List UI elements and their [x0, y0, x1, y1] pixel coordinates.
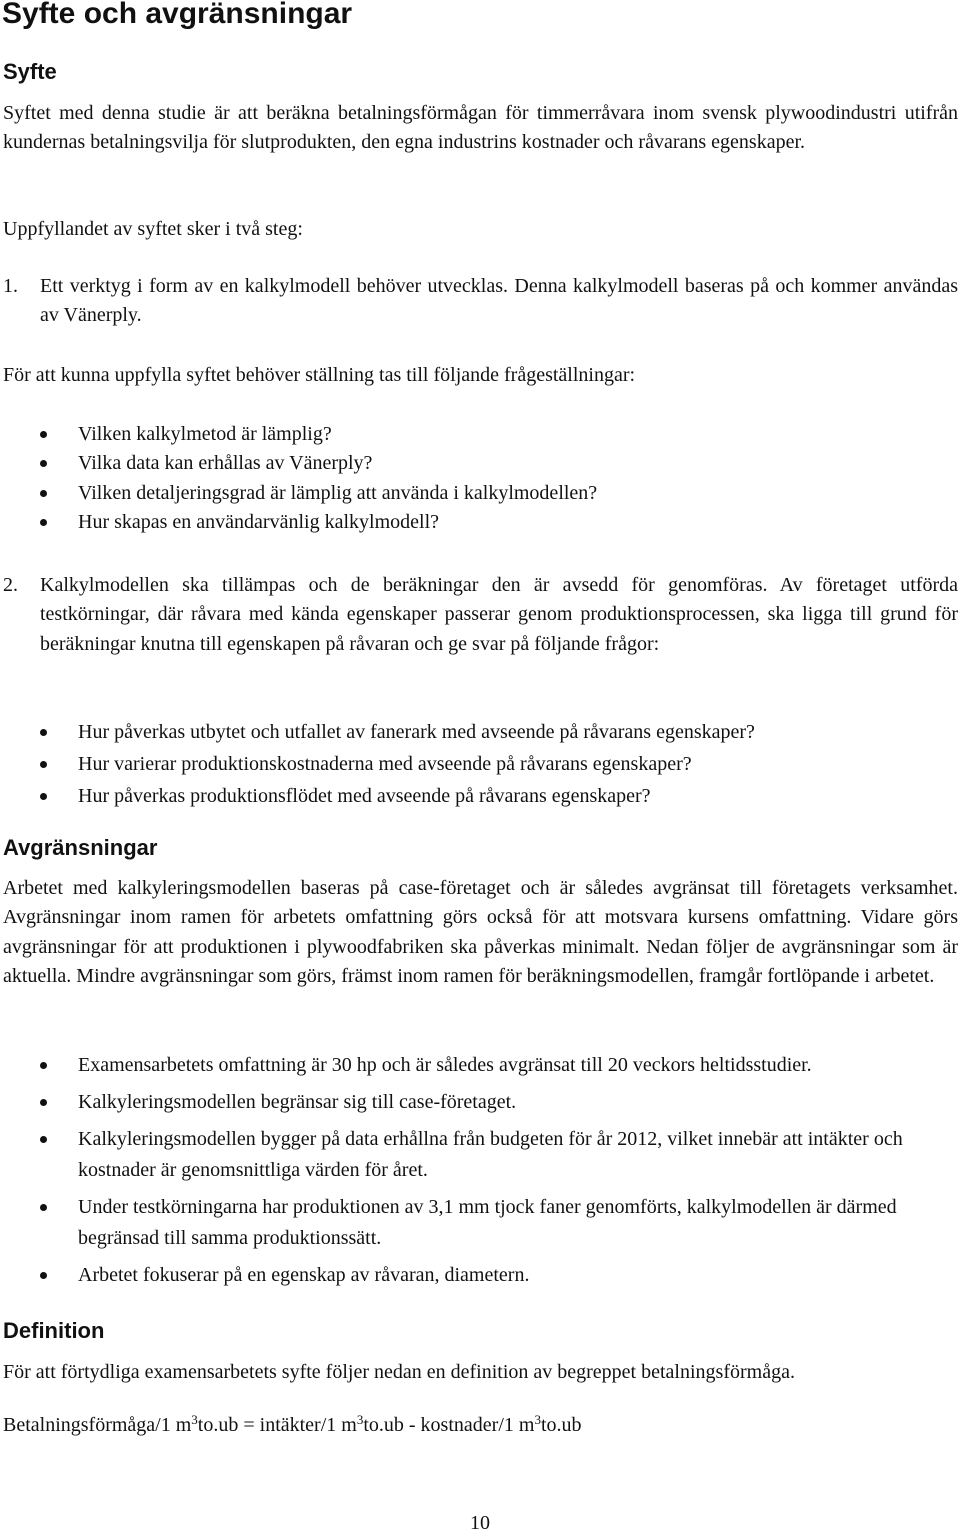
list-item: Hur påverkas utbytet och utfallet av fanerark med avseende på råvarans egenskaper?	[0, 718, 960, 750]
syfte-intro-paragraph: Syftet med denna studie är att beräkna betalningsförmågan för timmerråvara inom svensk plywoodindustri utifrån kundernas betalningsvilja för slutprodukten, den egna industrins kostnader och råvarans egenskaper.	[3, 102, 958, 154]
bullet-icon	[40, 460, 47, 467]
step-2-questions-list	[0, 718, 960, 814]
list-item: Arbetet fokuserar på en egenskap av råvaran, diametern.	[0, 1260, 948, 1291]
step-1-number: 1.	[3, 275, 18, 297]
list-item: Kalkyleringsmodellen bygger på data erhållna från budgeten för år 2012, vilket innebär att intäkter och kostnader är genomsnittliga värden för året.	[0, 1124, 948, 1186]
questions-list	[0, 420, 960, 538]
heading-syfte: Syfte	[3, 59, 57, 84]
formula-exponent: 3	[191, 1412, 198, 1427]
bullet-icon	[40, 729, 47, 736]
list-item: Under testkörningarna har produktionen av 3,1 mm tjock faner genomförts, kalkylmodellen är därmed begränsad till samma produktionssätt.	[0, 1192, 948, 1254]
formula-part: to.ub - kostnader/1 m	[363, 1414, 535, 1436]
bullet-icon	[40, 1136, 47, 1143]
step-2-number: 2.	[3, 574, 18, 596]
formula-part: to.ub	[540, 1414, 582, 1436]
bullet-icon	[40, 793, 47, 800]
formula-part: Betalningsförmåga/1 m	[3, 1414, 192, 1436]
list-item: Hur påverkas produktionsflödet med avseende på råvarans egenskaper?	[0, 782, 960, 814]
bullet-icon	[40, 1204, 47, 1211]
betalningsformaga-formula	[3, 1414, 582, 1437]
heading-definition: Definition	[3, 1318, 105, 1343]
list-item: Vilken kalkylmetod är lämplig?	[0, 420, 960, 449]
definition-paragraph: För att förtydliga examensarbetets syfte följer nedan en definition av begreppet betalningsförmåga.	[3, 1361, 795, 1383]
list-item: Vilken detaljeringsgrad är lämplig att använda i kalkylmodellen?	[0, 479, 960, 508]
page-title: Syfte och avgränsningar	[2, 0, 353, 30]
list-item: Hur varierar produktionskostnaderna med avseende på råvarans egenskaper?	[0, 750, 960, 782]
step-2	[3, 571, 958, 659]
bullet-icon	[40, 1099, 47, 1106]
list-item: Kalkyleringsmodellen begränsar sig till case-företaget.	[0, 1087, 948, 1118]
formula-exponent: 3	[356, 1412, 364, 1427]
step-1-text: Ett verktyg i form av en kalkylmodell behöver utvecklas. Denna kalkylmodell baseras på och kommer användas av Vänerply.	[40, 275, 958, 327]
avgransningar-list	[0, 1050, 960, 1297]
bullet-icon	[40, 490, 47, 497]
step-2-text: Kalkylmodellen ska tillämpas och de beräkningar den är avsedd för genomföras. Av företaget utförda testkörningar, där råvara med kända egenskaper passerar genom produktionsprocessen, ska ligga till grund för beräkningar knutna till egenskapen på råvaran och ge svar på följande frågor:	[40, 574, 958, 655]
formula-part: to.ub = intäkter/1 m	[197, 1414, 357, 1436]
list-item: Vilka data kan erhållas av Vänerply?	[0, 449, 960, 478]
heading-avgransningar: Avgränsningar	[3, 835, 158, 860]
formula-exponent: 3	[534, 1412, 541, 1427]
bullet-icon	[40, 431, 47, 438]
bullet-icon	[40, 761, 47, 768]
bullet-icon	[40, 519, 47, 526]
steps-intro: Uppfyllandet av syftet sker i två steg:	[3, 218, 303, 240]
bullet-icon	[40, 1062, 47, 1069]
bullet-icon	[40, 1272, 47, 1279]
list-item: Examensarbetets omfattning är 30 hp och är således avgränsat till 20 veckors heltidsstudier.	[0, 1050, 948, 1081]
questions-intro: För att kunna uppfylla syftet behöver ställning tas till följande frågeställningar:	[3, 364, 636, 386]
page-number: 10	[470, 1512, 490, 1534]
step-1	[3, 272, 958, 331]
list-item: Hur skapas en användarvänlig kalkylmodell?	[0, 508, 960, 537]
avgransningar-paragraph: Arbetet med kalkyleringsmodellen baseras på case-företaget och är således avgränsat till företagets verksamhet. Avgränsningar inom ramen för arbetets omfattning görs också för att motsvara kursens omfattning. Vidare görs avgränsningar för att produktionen i plywoodfabriken ska påverkas minimalt. Nedan följer de avgränsningar som är aktuella. Mindre avgränsningar som görs, främst inom ramen för beräkningsmodellen, framgår fortlöpande i arbetet.	[3, 877, 958, 988]
